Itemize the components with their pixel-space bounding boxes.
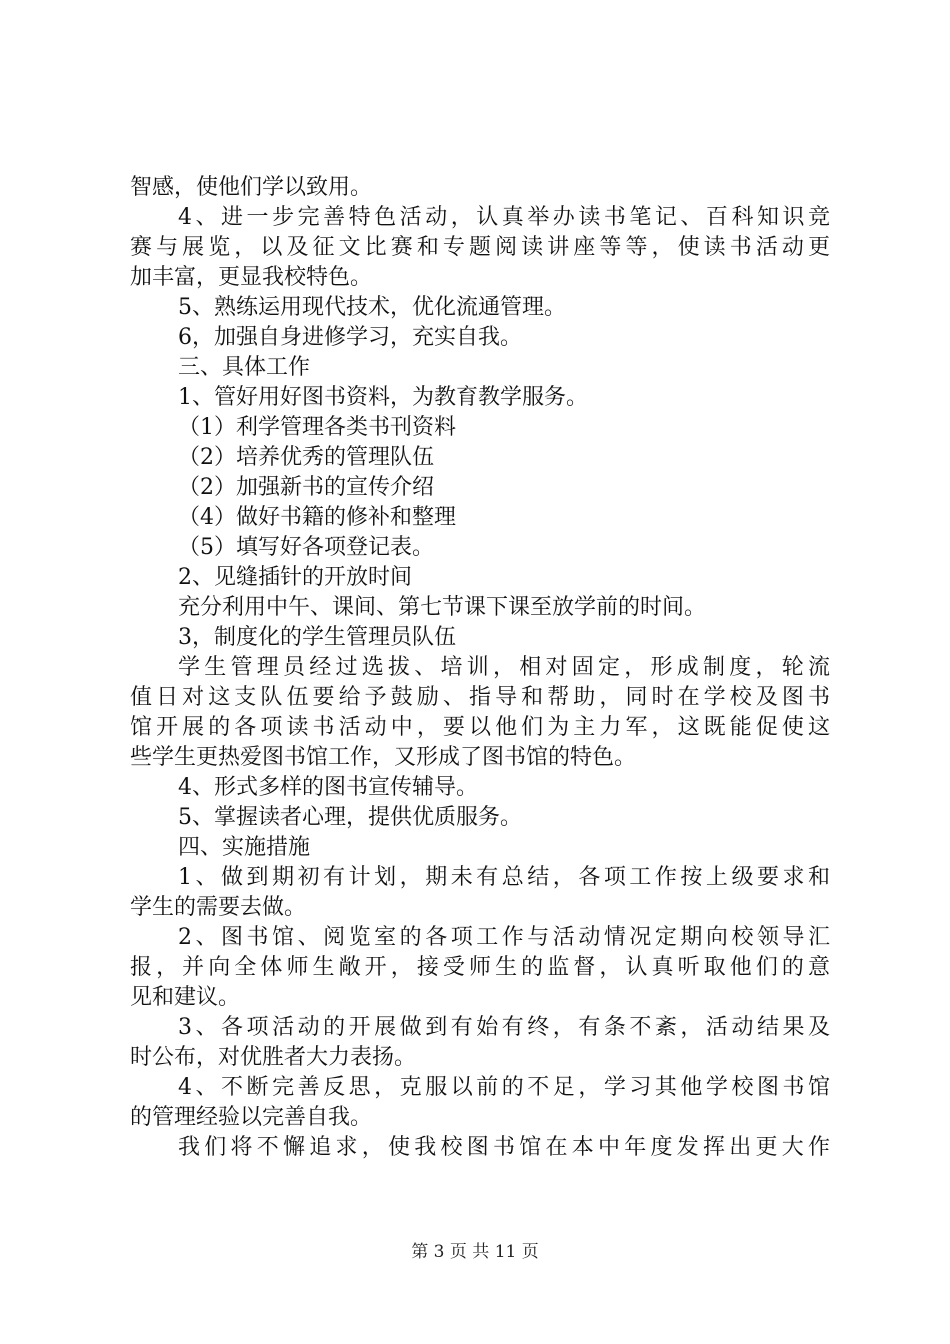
text-line: （2）培养优秀的管理队伍	[178, 445, 434, 470]
text-line: 5、熟练运用现代技术，优化流通管理。	[178, 295, 566, 320]
text-line: 见和建议。	[130, 985, 241, 1010]
text-line: （2）加强新书的宣传介绍	[178, 475, 434, 500]
text-line: 加丰富，更显我校特色。	[130, 265, 373, 290]
text-line: 值日对这支队伍要给予鼓励、指导和帮助，同时在学校及图书	[130, 685, 830, 710]
text-line: 馆开展的各项读书活动中，要以他们为主力军，这既能促使这	[130, 715, 830, 740]
text-line: 些学生更热爱图书馆工作，又形成了图书馆的特色。	[130, 745, 637, 770]
text-line: 1、做到期初有计划，期未有总结，各项工作按上级要求和	[178, 865, 830, 890]
text-line: 学生的需要去做。	[130, 895, 307, 920]
text-line: 6，加强自身进修学习，充实自我。	[178, 325, 522, 350]
text-line: （5）填写好各项登记表。	[178, 535, 434, 560]
page-footer: 第 3 页 共 11 页	[411, 1242, 539, 1262]
text-line: 5、掌握读者心理，提供优质服务。	[178, 805, 522, 830]
text-line: 学生管理员经过选拔、培训，相对固定，形成制度，轮流	[178, 655, 830, 680]
text-line: 三、具体工作	[178, 355, 311, 380]
text-line: 赛与展览，以及征文比赛和专题阅读讲座等等，使读书活动更	[130, 235, 830, 260]
text-line: 时公布，对优胜者大力表扬。	[130, 1045, 417, 1070]
document-body	[130, 173, 830, 1163]
text-line: 4、形式多样的图书宣传辅导。	[178, 775, 478, 800]
text-line: （4）做好书籍的修补和整理	[178, 505, 456, 530]
text-line: 1、管好用好图书资料，为教育教学服务。	[178, 385, 588, 410]
text-line: 2、见缝插针的开放时间	[178, 565, 412, 590]
text-line: 充分利用中午、课间、第七节课下课至放学前的时间。	[178, 595, 707, 620]
text-line: （1）利学管理各类书刊资料	[178, 415, 456, 440]
text-line: 2、图书馆、阅览室的各项工作与活动情况定期向校领导汇	[178, 925, 830, 950]
text-line: 4、不断完善反思，克服以前的不足，学习其他学校图书馆	[178, 1075, 830, 1100]
text-line: 报，并向全体师生敞开，接受师生的监督，认真听取他们的意	[130, 955, 830, 980]
text-line: 3，制度化的学生管理员队伍	[178, 625, 456, 650]
text-line: 3、各项活动的开展做到有始有终，有条不紊，活动结果及	[178, 1015, 830, 1040]
text-line: 四、实施措施	[178, 835, 311, 860]
text-line: 智感，使他们学以致用。	[130, 175, 373, 200]
text-line: 我们将不懈追求，使我校图书馆在本中年度发挥出更大作	[178, 1135, 830, 1160]
text-line: 的管理经验以完善自我。	[130, 1105, 373, 1130]
text-line: 4、进一步完善特色活动，认真举办读书笔记、百科知识竞	[178, 205, 830, 230]
